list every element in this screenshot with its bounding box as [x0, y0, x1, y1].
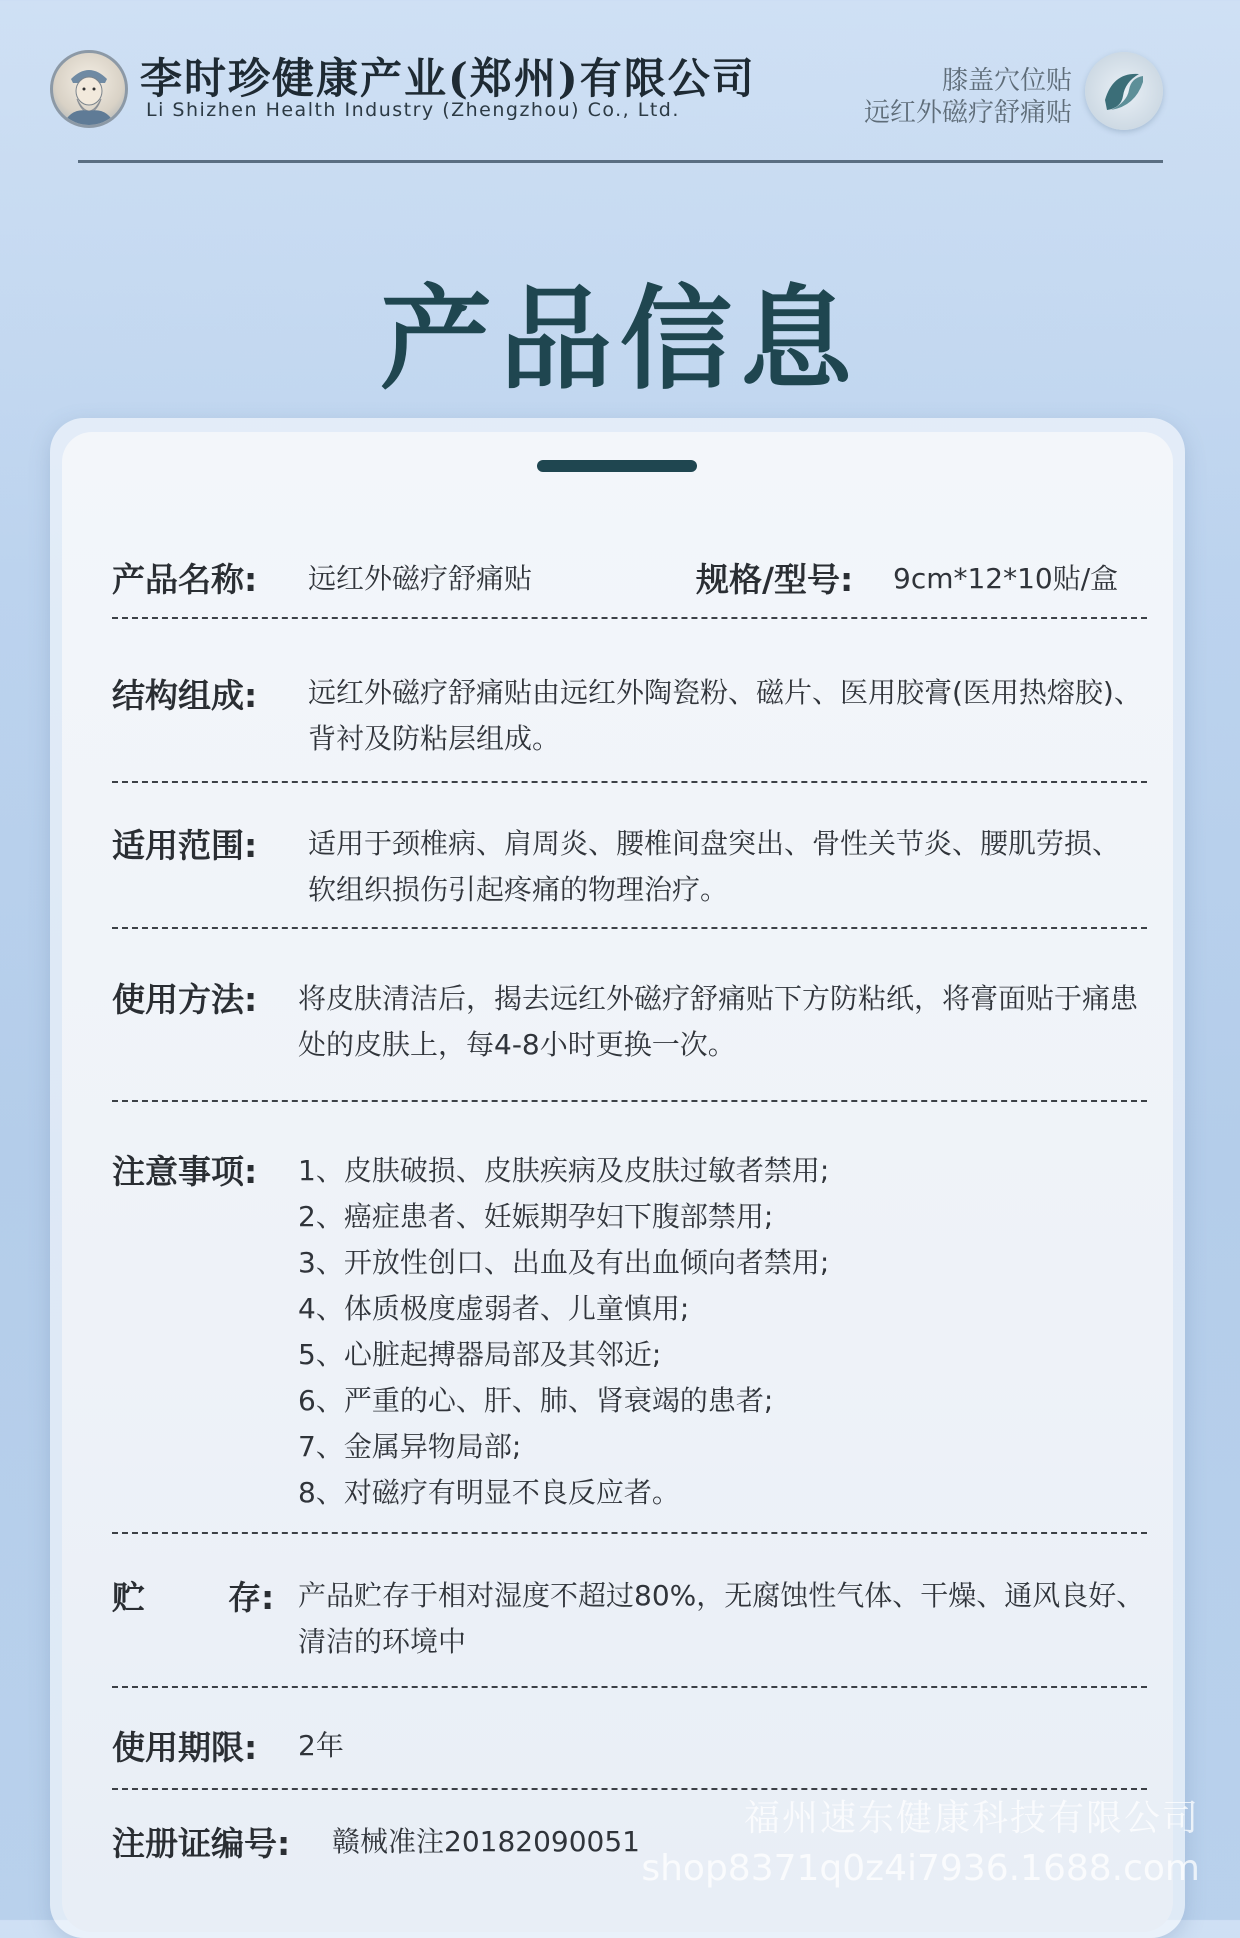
product-category: 膝盖穴位贴	[941, 66, 1072, 96]
notes-label: 注意事项:	[112, 1152, 258, 1191]
structure-label: 结构组成:	[112, 676, 258, 715]
product-name-label: 产品名称:	[112, 560, 258, 599]
list-item: 5、心脏起搏器局部及其邻近;	[298, 1338, 662, 1371]
watermark-shop-url: shop8371q0z4i7936.1688.com	[641, 1848, 1200, 1889]
divider	[112, 781, 1147, 783]
divider	[112, 927, 1147, 929]
divider	[112, 617, 1147, 619]
storage-value: 产品贮存于相对湿度不超过80%，无腐蚀性气体、干燥、通风良好、清洁的环境中	[298, 1579, 1145, 1658]
spec-value: 9cm*12*10贴/盒	[893, 562, 1119, 595]
card-handle-bar	[537, 460, 697, 472]
usage-value: 将皮肤清洁后，揭去远红外磁疗舒痛贴下方防粘纸，将膏面贴于痛患处的皮肤上，每4-8小时更换一次。	[298, 982, 1139, 1061]
scope-label: 适用范围:	[112, 826, 258, 865]
divider	[112, 1100, 1147, 1102]
company-name-cn: 李时珍健康产业(郑州)有限公司	[140, 54, 756, 103]
header-divider	[78, 160, 1163, 163]
list-item: 7、金属异物局部;	[298, 1430, 522, 1463]
structure-value: 远红外磁疗舒痛贴由远红外陶瓷粉、磁片、医用胶膏(医用热熔胶)、背衬及防粘层组成。	[308, 676, 1142, 755]
registration-value: 赣械准注20182090051	[332, 1825, 640, 1858]
notes-list	[298, 1148, 829, 1516]
scope-value: 适用于颈椎病、肩周炎、腰椎间盘突出、骨性关节炎、腰肌劳损、软组织损伤引起疼痛的物理治疗。	[308, 827, 1121, 906]
storage-label-1: 贮	[112, 1578, 145, 1617]
company-avatar-logo	[50, 50, 128, 128]
page-title: 产品信息	[380, 275, 860, 405]
list-item: 8、对磁疗有明显不良反应者。	[298, 1476, 680, 1509]
divider	[112, 1532, 1147, 1534]
list-item: 1、皮肤破损、皮肤疾病及皮肤过敏者禁用;	[298, 1154, 830, 1187]
header	[0, 0, 1240, 170]
storage-label-2: 存:	[228, 1578, 275, 1617]
list-item: 6、严重的心、肝、肺、肾衰竭的患者;	[298, 1384, 774, 1417]
brand-swirl-icon	[1085, 52, 1163, 130]
list-item: 4、体质极度虚弱者、儿童慎用;	[298, 1292, 690, 1325]
company-name-en: Li Shizhen Health Industry (Zhengzhou) Co., Ltd.	[146, 99, 680, 121]
registration-label: 注册证编号:	[112, 1824, 291, 1863]
list-item: 3、开放性创口、出血及有出血倾向者禁用;	[298, 1246, 830, 1279]
product-name-value: 远红外磁疗舒痛贴	[308, 562, 533, 595]
period-value: 2年	[298, 1729, 344, 1762]
watermark-company: 福州速东健康科技有限公司	[743, 1798, 1200, 1839]
spec-label: 规格/型号:	[696, 560, 854, 599]
divider	[112, 1686, 1147, 1688]
product-name-header: 远红外磁疗舒痛贴	[863, 98, 1072, 128]
period-label: 使用期限:	[112, 1728, 258, 1767]
list-item: 2、癌症患者、妊娠期孕妇下腹部禁用;	[298, 1200, 774, 1233]
usage-label: 使用方法:	[112, 980, 258, 1019]
